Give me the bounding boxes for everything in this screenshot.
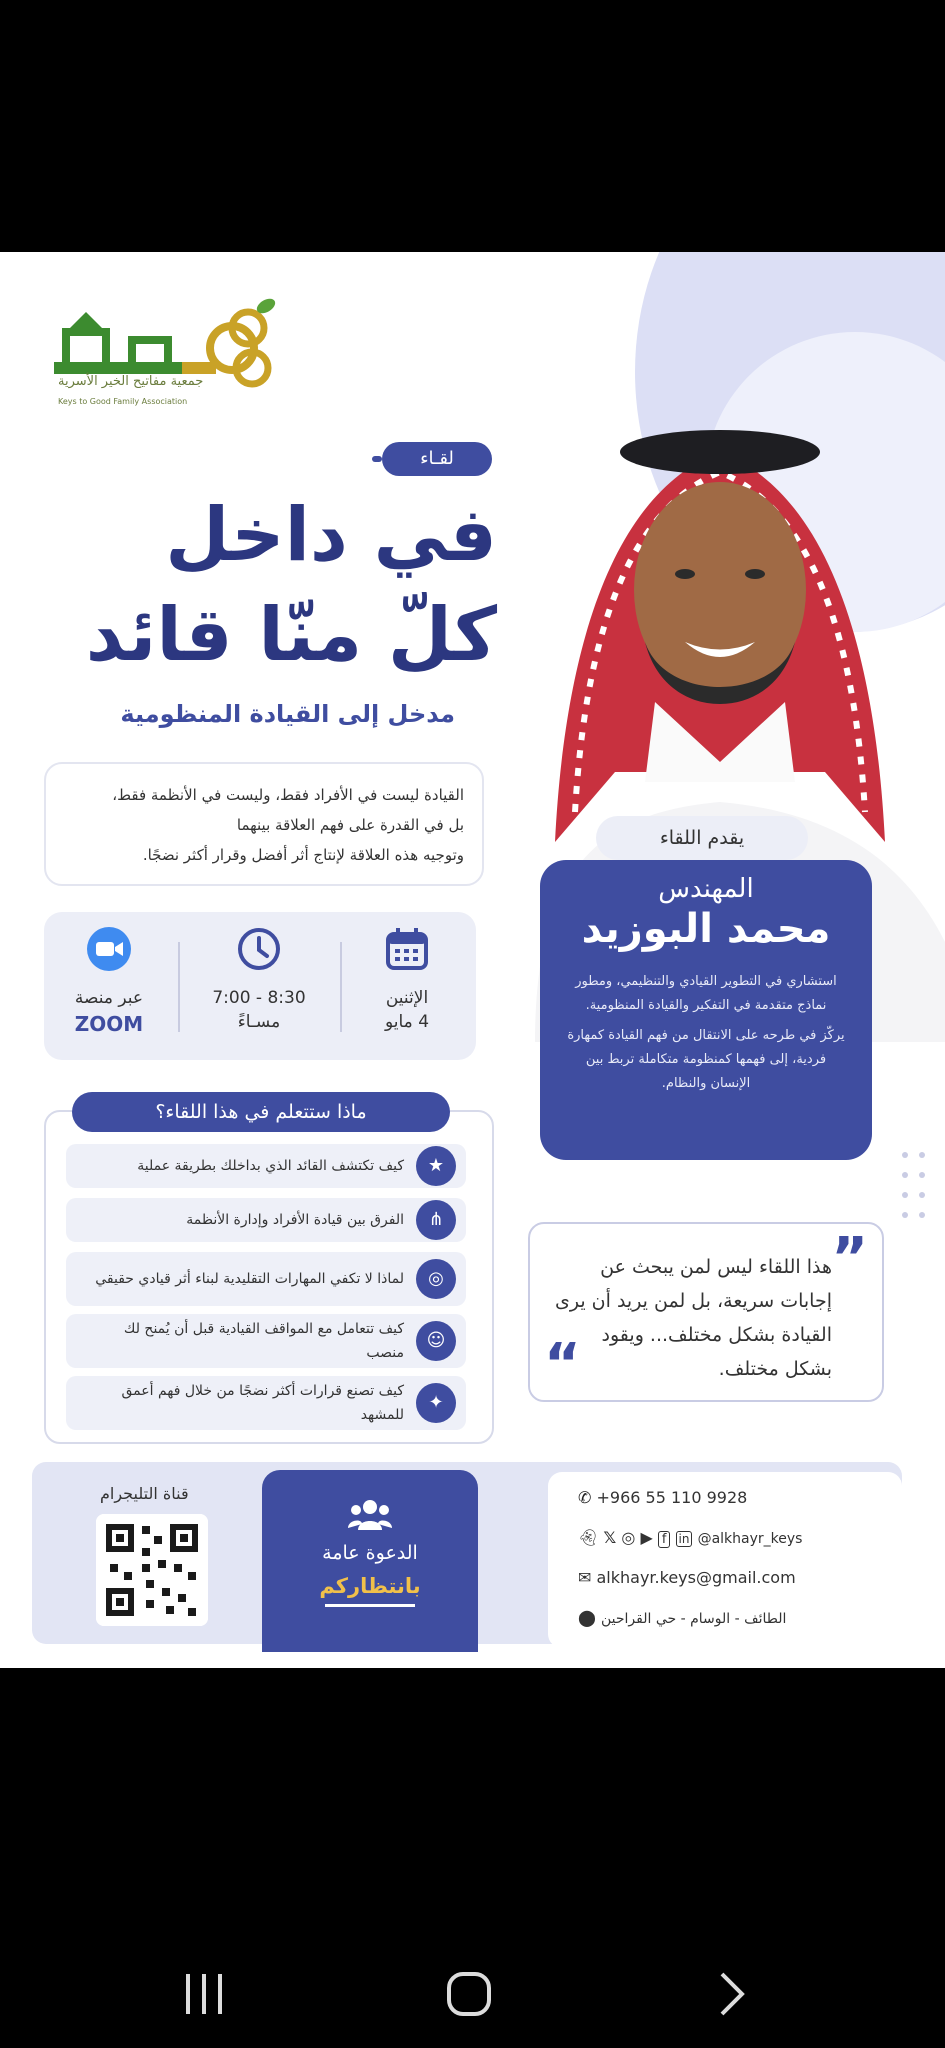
address-text: الطائف - الوسام - حي القراحين (601, 1611, 787, 1627)
invitation-text: الدعوة عامة (322, 1542, 418, 1564)
intro-box (44, 762, 484, 886)
contact-card (548, 1472, 902, 1648)
learn-item-text: كيف تصنع قرارات أكثر نضجًا من خلال فهم أعمق للمشهد (121, 1383, 404, 1423)
learn-item (66, 1252, 466, 1306)
learn-item (66, 1198, 466, 1242)
event-platform-name: ZOOM (74, 1012, 144, 1036)
event-time-period: مسـاءً (237, 1012, 281, 1032)
quote-open-icon: ” (831, 1226, 868, 1291)
home-button[interactable] (449, 1974, 489, 2014)
decorative-dots (900, 1150, 930, 1230)
video-camera-icon (86, 926, 132, 972)
x-icon: 𝕏 (603, 1528, 617, 1547)
event-time (194, 926, 324, 1032)
title-line-2: كلّ منّا قائد (85, 592, 497, 678)
presenter-title: المهندس (658, 874, 754, 904)
title-line-1: في داخل (165, 492, 497, 578)
instagram-icon: ◎ (621, 1528, 636, 1547)
event-day-date: 4 مايو (384, 1012, 430, 1032)
email-address: alkhayr.keys@gmail.com (596, 1568, 796, 1587)
poster (0, 252, 945, 1668)
presenter-card (540, 860, 872, 1160)
event-day: الإثنين (385, 988, 429, 1008)
telegram-label: قناة التليجرام (100, 1484, 189, 1503)
welcome-text: بانتظاركم (319, 1574, 421, 1598)
phone-row[interactable] (578, 1488, 747, 1507)
back-button[interactable] (722, 1974, 742, 2014)
presenter-label: يقدم اللقاء (596, 816, 808, 860)
invitation-panel (262, 1470, 478, 1652)
target-icon: ◎ (416, 1259, 456, 1299)
location-pin-icon: ⬤ (578, 1608, 596, 1627)
intro-line-1: القيادة ليست في الأفراد فقط، وليست في الأنظمة فقط، (112, 786, 464, 804)
learn-item-text: لماذا لا تكفي المهارات التقليدية لبناء أثر قيادي حقيقي (95, 1271, 404, 1287)
learn-item-text: كيف تكتشف القائد الذي بداخلك بطريقة عملية (137, 1158, 404, 1174)
quote-text: هذا اللقاء ليس لمن يبحث عن إجابات سريعة، بل لمن يريد أن يرى القيادة بشكل مختلف... ويقود بشكل مختلف. (554, 1256, 832, 1380)
quote-close-icon: “ (544, 1332, 581, 1397)
intro-line-2: بل في القدرة على فهم العلاقة بينهما (236, 816, 464, 834)
facebook-icon: f (658, 1531, 671, 1548)
intro-line-3: وتوجيه هذه العلاقة لإنتاج أثر أفضل وقرار أكثر نضجًا. (142, 846, 464, 864)
presenter-bio-2: يركّز في طرحه على الانتقال من فهم القيادة كمهارة فردية، إلى فهمها كمنظومة متكاملة تربط بين الإنسان والنظام. (567, 1028, 845, 1091)
logo-name: جمعية مفاتيح الخير الأسرية (58, 374, 204, 389)
presenter-bio-1: استشاري في التطوير القيادي والتنظيمي، ومطور نماذج متقدمة في التفكير والقيادة المنظومية. (575, 974, 837, 1013)
event-date (342, 926, 472, 1032)
email-row[interactable] (578, 1568, 796, 1587)
clock-icon (236, 926, 282, 972)
leader-icon: ★ (416, 1146, 456, 1186)
welcome-underline (325, 1604, 415, 1607)
calendar-icon (384, 926, 430, 972)
linkedin-icon: in (676, 1531, 693, 1547)
lightbulb-icon: ✦ (416, 1383, 456, 1423)
youtube-icon: ▶ (640, 1528, 653, 1547)
address-row (578, 1608, 786, 1627)
system-navigation-bar (0, 1940, 945, 2048)
event-platform (44, 926, 174, 1036)
event-platform-label: عبر منصة (74, 988, 144, 1008)
presenter-name: محمد البوزيد (581, 906, 831, 952)
group-icon: ☺ (416, 1321, 456, 1361)
learn-item-text: كيف تتعامل مع المواقف القيادية قبل أن يُمنح لك منصب (123, 1321, 404, 1361)
event-time-range: 8:30 - 7:00 (212, 988, 306, 1008)
learn-item (66, 1376, 466, 1430)
email-icon: ✉ (578, 1568, 592, 1587)
logo-subtitle: Keys to Good Family Association (58, 397, 188, 406)
social-row[interactable] (578, 1528, 802, 1547)
event-tag: لقـاء (382, 442, 492, 476)
event-info (44, 912, 476, 1060)
tag-dot (372, 456, 382, 462)
info-divider (178, 942, 180, 1032)
snapchat-icon: 👻︎ (578, 1528, 599, 1547)
recent-apps-button[interactable] (186, 1974, 222, 2014)
learn-title: ماذا ستتعلم في هذا اللقاء؟ (72, 1092, 450, 1132)
learn-item (66, 1144, 466, 1188)
subtitle: مدخل إلى القيادة المنظومية (120, 700, 455, 728)
quote-box (528, 1222, 884, 1402)
info-divider (340, 942, 342, 1032)
social-handle: @alkhayr_keys (697, 1531, 803, 1547)
group-icon (348, 1498, 392, 1532)
phone-number: +966 55 110 9928 (596, 1488, 748, 1507)
learn-item (66, 1314, 466, 1368)
telegram-qr-code[interactable] (96, 1514, 208, 1626)
learn-item-text: الفرق بين قيادة الأفراد وإدارة الأنظمة (186, 1212, 404, 1228)
hierarchy-icon: ⋔ (416, 1200, 456, 1240)
phone-icon: ✆ (578, 1488, 592, 1507)
